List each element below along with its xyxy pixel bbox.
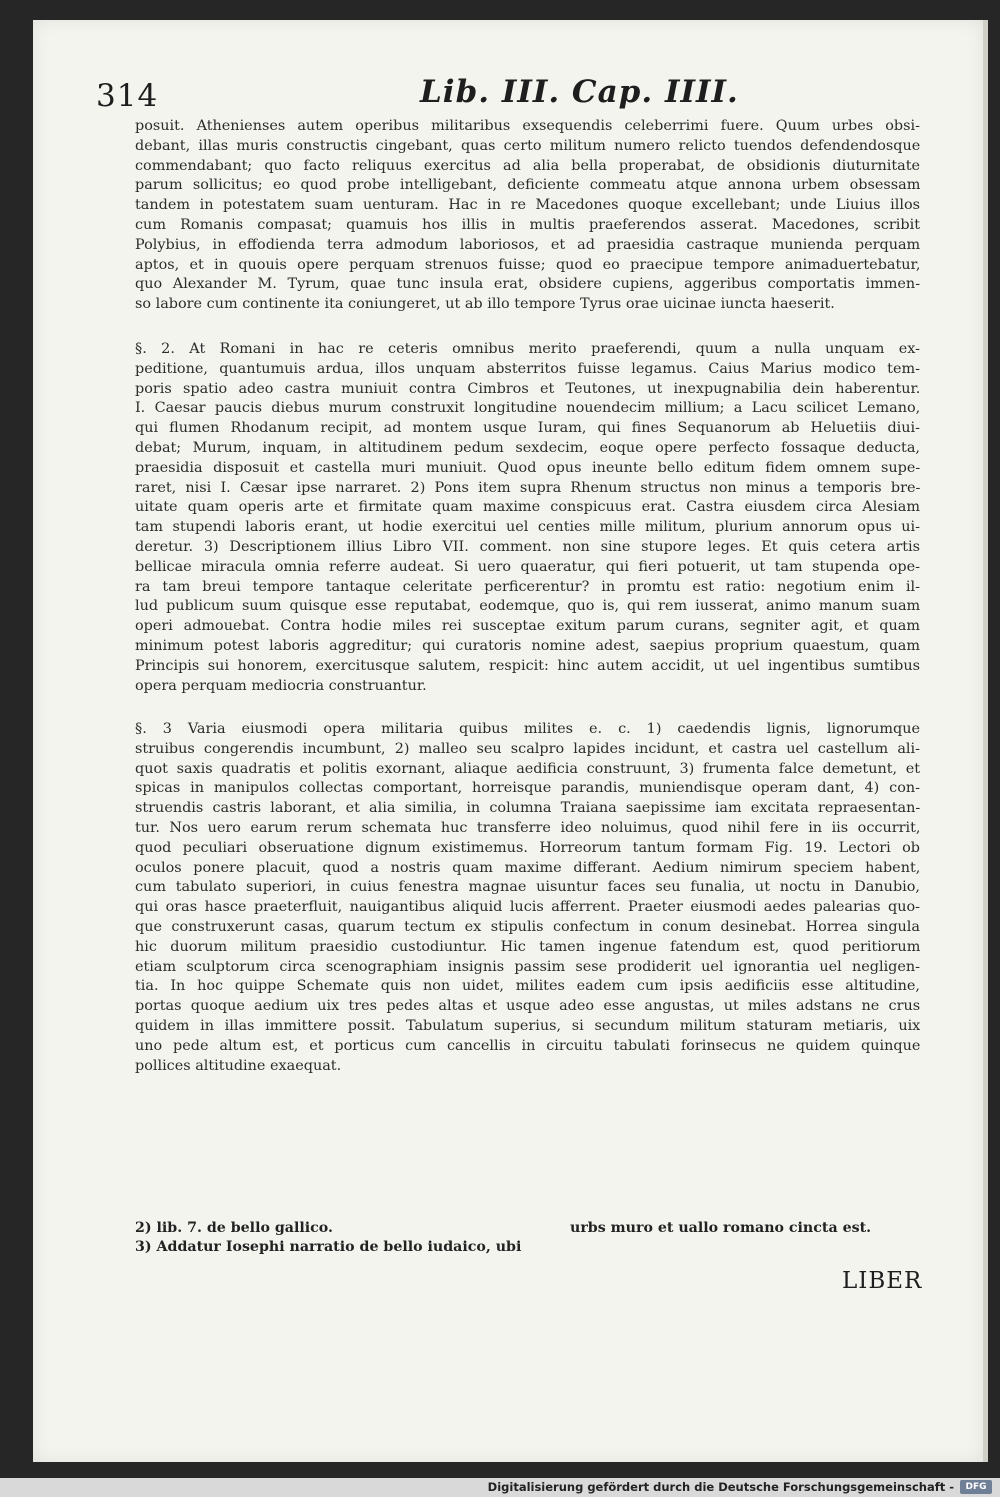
- running-title: Lib. III. Cap. IIII.: [420, 74, 739, 110]
- text-line: uno pede altum est, et porticus cum cancellis in circuitu tabulati forinsecus ne quidem quinque: [135, 1037, 921, 1054]
- text-line: tia. In hoc quippe Schemate quis non uidet, milites eadem cum ipsis aedificiis esse altitudine,: [135, 978, 920, 995]
- text-line: struendis castris laborant, et alia similia, in columna Traiana saepissime iam excitata repraesentan-: [135, 800, 921, 817]
- paragraph-3: [135, 720, 920, 1076]
- footnotes-right: [570, 1219, 871, 1238]
- text-line: qui flumen Rhodanum recipit, ad montem usque Iuram, qui fines Sequanorum ab Heluetiis diui-: [135, 420, 920, 437]
- footnotes-left: [135, 1219, 521, 1257]
- text-line: Principis sui honorem, exercitusque salutem, respicit: hinc autem accidit, ut uel ingentibus sumtibus: [135, 657, 920, 674]
- text-line: struibus congerendis incumbunt, 2) malleo seu scalpro lapides incidunt, et castra uel castellum ali-: [135, 740, 920, 757]
- text-line: debat; Murum, inquam, in altitudinem pedum sexdecim, eoque opere perfecto fossaque deducta,: [135, 439, 920, 456]
- footnote-3: 3) Addatur Iosephi narratio de bello iudaico, ubi: [135, 1239, 522, 1255]
- text-line: bellicae miracula omnia referre audeat. Si uero quaeratur, qui fieri potuerit, ut tam stupenda ope-: [135, 558, 920, 575]
- text-line: quod peculiari obseruatione dignum existimemus. Horreorum tantum formam Fig. 19. Lectori ob: [135, 839, 920, 856]
- text-line: que construxerunt casas, quarum tectum ex stipulis confectum in conum desinebat. Horrea singula: [135, 918, 920, 935]
- text-line: praesidia disposuit et castella muri muniuit. Quod opus ineunte bello editum fidem omnem supe-: [135, 459, 921, 476]
- text-line: cum Romanis compasat; quamuis hos illis in multis praeferendos asserat. Macedones, scribit: [135, 216, 920, 233]
- text-line: posuit. Athenienses autem operibus militaribus exsequendis celeberrimi fuere. Quum urbes obsi-: [135, 118, 920, 134]
- text-line: pollices altitudine exaequat.: [135, 1057, 342, 1074]
- text-line: operi admouebat. Contra hodie miles rei susceptae exitum parum curans, segniter agit, et quam: [135, 618, 920, 635]
- text-line: uitate quam operis arte et firmitate quam maxime conspicuus erat. Castra eiusdem circa Alesiam: [135, 499, 920, 516]
- text-line: peditione, quantumuis ardua, illos unquam absterritos fuisse legamus. Caius Marius modico tem-: [135, 360, 920, 377]
- catchword: LIBER: [842, 1268, 923, 1294]
- page-number: 314: [96, 78, 159, 114]
- text-line: opera perquam mediocria construantur.: [135, 677, 427, 694]
- text-line: deretur. 3) Descriptionem illius Libro VII. comment. non sine stupore leges. Et quis cetera artis: [135, 538, 920, 555]
- text-line: parum sollicitus; eo quod probe intelligebant, deficiente commeatu atque annona urbem obsessam: [135, 177, 921, 194]
- text-line: quo Alexander M. Tyrum, quae tunc insula erat, obsidere cupiens, aggeribus comportatis immen-: [135, 276, 921, 293]
- footer-credit: Digitalisierung gefördert durch die Deutsche Forschungsgemeinschaft -: [487, 1480, 954, 1494]
- page-edge: [983, 20, 988, 1462]
- text-line: lud publicum suum quisque esse reputabat, eodemque, quo is, qui rem iusserat, animo manum suam: [135, 598, 921, 615]
- text-line: I. Caesar paucis diebus murum construxit longitudine nouendecim millium; a Lacu scilicet Lemano,: [135, 400, 921, 417]
- text-line: §. 3 Varia eiusmodi opera militaria quibus milites e. c. 1) caedendis lignis, lignorumque: [135, 721, 921, 737]
- text-line: etiam sculptorum circa scenographiam insignis passim sese prodiderit uel ignorantia uel negligen-: [135, 958, 921, 975]
- text-line: tandem in potestatem suam uenturam. Hac in re Macedones quoque excellebant; unde Liuius illos: [135, 197, 920, 214]
- footnote-3-continuation: urbs muro et uallo romano cincta est.: [570, 1220, 872, 1236]
- text-line: hic duorum militum praesidio custodiuntur. Hic tamen ingenue fatendum est, quod peritiorum: [135, 938, 921, 955]
- text-line: oculos ponere placuit, quod a nostris quam maxime differant. Aedium nimirum speciem habent,: [135, 859, 921, 876]
- text-line: debant, illas muris constructis cingebant, quas certo militum numero relicto tuendos defendendosque: [135, 137, 921, 154]
- paragraph-1: [135, 117, 920, 315]
- text-line: raret, nisi I. Cæsar ipse narraret. 2) Pons item supra Rhenum structus non minus a temporis bre-: [135, 479, 921, 496]
- text-line: commendabant; quo facto reliquus exercitus ad alia bella properabat, de obsidionis diuturnitate: [135, 157, 920, 174]
- text-line: spicas in manipulos collectas comportant, horreisque parandis, muniendisque operam dant, 4) con-: [135, 780, 920, 797]
- text-line: tam stupendi laboris erant, ut hodie exercitui uel centies mille militum, plurium annorum opus ui-: [135, 519, 921, 536]
- text-line: aptos, et in quouis opere perquam strenuos fuisse; quod eo praecipue tempore animaduertebatur,: [135, 256, 921, 273]
- text-line: qui oras hasce praeterfluit, nauigantibus aliquid lucis afferrent. Praeter eiusmodi aedes palearias quo-: [135, 899, 920, 916]
- text-line: cum tabulato superiori, in cuius fenestra magnae uisuntur faces seu funalia, ut noctu in Danubio,: [135, 879, 920, 896]
- text-line: Polybius, in effodienda terra admodum laboriosos, et ad praesidia castraque munienda perquam: [135, 236, 921, 253]
- text-line: minimum potest laboris aggreditur; qui curatoris nomine adest, saepius proprium quaestum, quam: [135, 637, 920, 654]
- text-line: ra tam breui tempore tantaque celeritate perficerentur? in promtu est ratio: negotium enim il-: [135, 578, 920, 595]
- text-line: portas quoque aedium uix tres pedes altas et usque adeo esse angustas, ut miles adstans ne crus: [135, 998, 921, 1015]
- text-line: quot saxis quadratis et politis exornant, aliaque aedificia construunt, 3) frumenta falce demetunt, et: [135, 760, 921, 777]
- text-line: poris spatio adeo castra muniuit contra Cimbros et Teutones, ut inexpugnabilia dein haberentur.: [135, 380, 921, 397]
- dfg-logo-icon: DFG: [960, 1480, 992, 1494]
- text-line: so labore cum continente ita coniungeret, ut ab illo tempore Tyrus orae uicinae iuncta haeserit.: [135, 296, 835, 313]
- footnote-2: 2) lib. 7. de bello gallico.: [135, 1220, 333, 1236]
- text-line: §. 2. At Romani in hac re ceteris omnibus merito praeferendi, quum a nulla unquam ex-: [135, 341, 920, 357]
- text-line: tur. Nos uero earum rerum schemata huc transferre ideo noluimus, quod nihil fere in iis occurrit,: [135, 819, 921, 836]
- paragraph-2: [135, 340, 920, 696]
- text-line: quidem in illas immittere possit. Tabulatum superius, si secundum militum staturam metiaris, uix: [135, 1017, 921, 1034]
